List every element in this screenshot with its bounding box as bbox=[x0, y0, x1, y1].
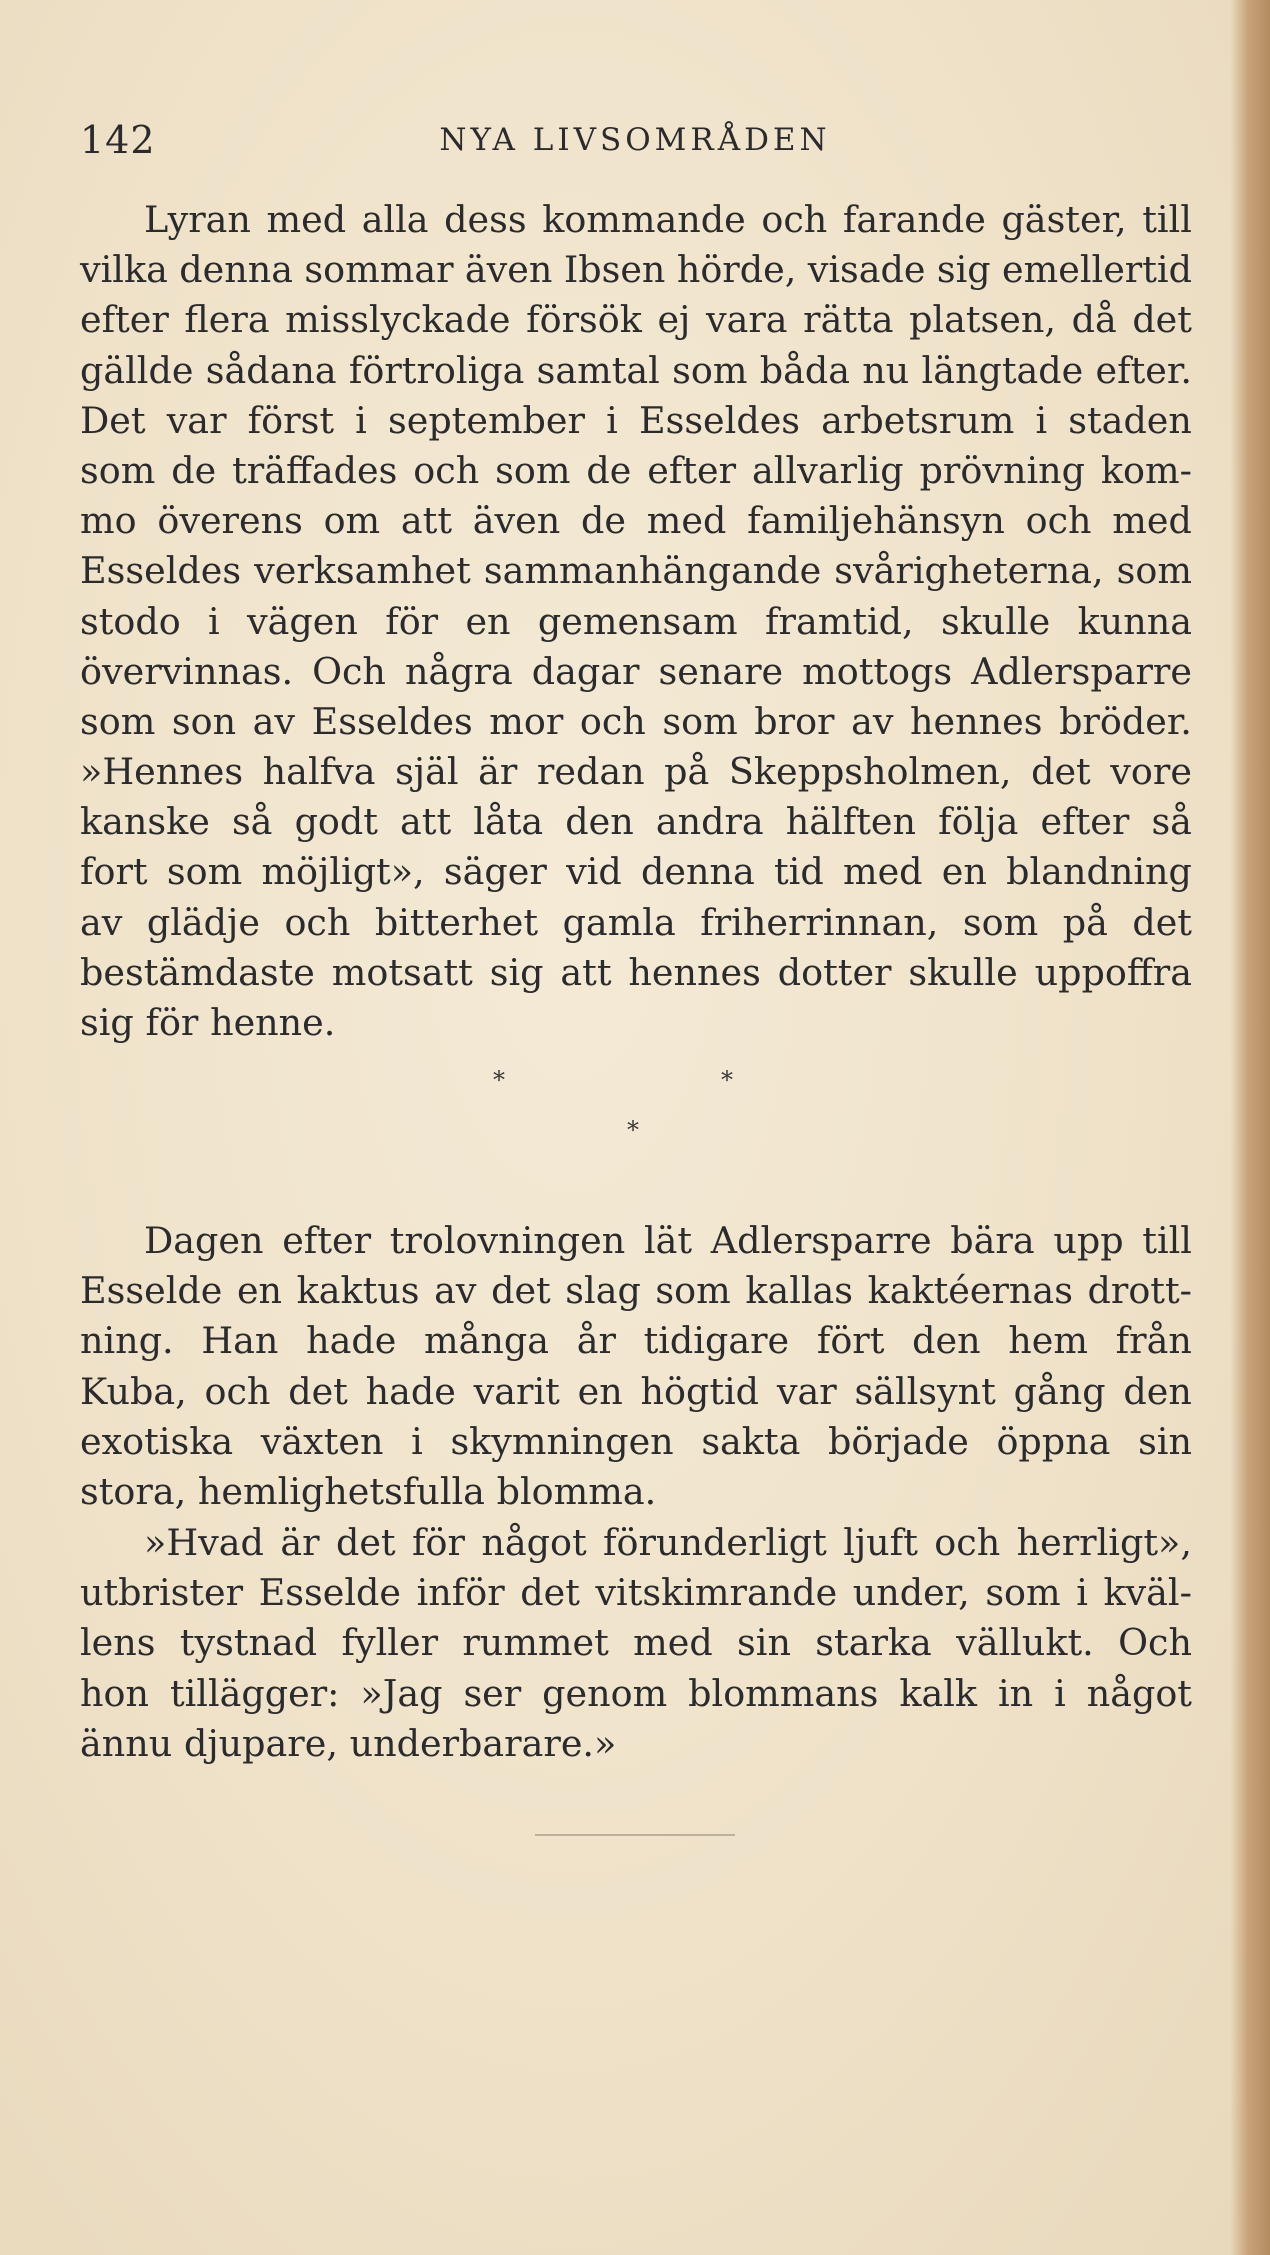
word: efter bbox=[647, 448, 737, 492]
word: skymningen bbox=[450, 1419, 674, 1463]
text-line bbox=[80, 1467, 1192, 1517]
word: lät bbox=[643, 1219, 693, 1262]
word: började bbox=[827, 1419, 969, 1463]
word: först bbox=[247, 398, 335, 442]
paragraph-1 bbox=[80, 195, 1192, 1048]
word: hennes bbox=[628, 950, 761, 994]
word: som bbox=[80, 448, 156, 492]
word: andra bbox=[655, 800, 764, 844]
word: herrligt», bbox=[1016, 1521, 1192, 1564]
text-line bbox=[80, 998, 1192, 1048]
word: ej bbox=[657, 298, 691, 342]
word: varit bbox=[473, 1369, 560, 1413]
word: för bbox=[145, 1001, 199, 1044]
word: sin bbox=[1138, 1419, 1192, 1463]
word: »Hennes bbox=[80, 750, 244, 794]
word: hennes bbox=[910, 699, 1043, 743]
word: Esselde bbox=[80, 1269, 223, 1313]
word: den bbox=[1123, 1369, 1192, 1413]
word: några bbox=[404, 649, 513, 693]
word: i bbox=[1054, 1671, 1066, 1715]
word: en bbox=[577, 1369, 623, 1413]
word: upp bbox=[1053, 1219, 1124, 1262]
word: ser bbox=[463, 1671, 522, 1715]
word: med bbox=[1112, 499, 1192, 543]
divider-asterisk: * bbox=[721, 1066, 733, 1094]
word: glädje bbox=[146, 900, 260, 944]
word: »Hvad bbox=[144, 1521, 264, 1564]
text-line bbox=[80, 847, 1192, 897]
word: sin bbox=[737, 1621, 791, 1665]
word: i bbox=[606, 398, 618, 442]
word: sig bbox=[80, 1001, 134, 1044]
word: starka bbox=[815, 1621, 932, 1665]
word: efter bbox=[80, 298, 169, 342]
word: som bbox=[166, 850, 243, 894]
word: visade bbox=[807, 248, 926, 292]
word: son bbox=[171, 699, 237, 743]
word: Esseldes bbox=[311, 699, 473, 743]
word: tid bbox=[773, 850, 824, 894]
word: vilka bbox=[80, 248, 168, 292]
word: vore bbox=[1110, 750, 1192, 794]
word: hade bbox=[306, 1319, 397, 1363]
word: tystnad bbox=[179, 1621, 318, 1665]
word: på bbox=[664, 750, 710, 794]
word: i bbox=[1076, 1571, 1088, 1615]
word: sådana bbox=[205, 348, 337, 392]
text-line bbox=[80, 898, 1192, 948]
word: mottogs bbox=[802, 649, 953, 693]
word: som bbox=[1116, 549, 1192, 593]
word: Adlersparre bbox=[971, 649, 1192, 693]
text-line bbox=[80, 295, 1192, 345]
word: växten bbox=[260, 1419, 384, 1463]
word: bära bbox=[950, 1219, 1035, 1262]
word: gång bbox=[1013, 1369, 1106, 1413]
word: hörde, bbox=[676, 248, 797, 292]
word: och bbox=[761, 198, 828, 241]
word: godt bbox=[294, 800, 378, 844]
word: i bbox=[355, 398, 367, 442]
text-line bbox=[80, 697, 1192, 747]
word: bestämdaste bbox=[80, 950, 315, 994]
word: de bbox=[581, 499, 626, 543]
text-line bbox=[80, 546, 1192, 596]
word: i bbox=[1035, 398, 1048, 442]
word: mor bbox=[489, 699, 564, 743]
word: emellertid bbox=[1002, 248, 1192, 292]
word: efter bbox=[282, 1219, 372, 1262]
text-line bbox=[80, 1669, 1192, 1719]
word: blandning bbox=[1006, 850, 1192, 894]
word: att bbox=[400, 499, 453, 543]
word: dagar bbox=[531, 649, 640, 693]
section-divider bbox=[0, 1066, 1270, 1156]
word: september bbox=[387, 398, 585, 442]
word: Adlersparre bbox=[710, 1219, 932, 1262]
word: kaktéernas bbox=[867, 1269, 1073, 1313]
word: Esseldes bbox=[80, 549, 242, 593]
text-line bbox=[80, 797, 1192, 847]
word: från bbox=[1115, 1319, 1192, 1363]
word: Esseldes bbox=[638, 398, 801, 442]
word: redan bbox=[536, 750, 645, 794]
word: fyller bbox=[341, 1621, 439, 1665]
word: gemensam bbox=[537, 599, 738, 643]
word: blommans bbox=[688, 1671, 879, 1715]
word: som bbox=[80, 699, 156, 743]
text-line bbox=[80, 446, 1192, 496]
word: dotter bbox=[777, 950, 892, 994]
word: inför bbox=[416, 1571, 505, 1615]
word: vara bbox=[705, 298, 788, 342]
text-line bbox=[80, 647, 1192, 697]
word: rätta bbox=[803, 298, 894, 342]
word: i bbox=[208, 599, 220, 643]
word: prövning bbox=[919, 448, 1086, 492]
word: och bbox=[284, 900, 351, 944]
word: det bbox=[491, 1269, 551, 1313]
word: det bbox=[1132, 900, 1192, 944]
word: kommande bbox=[542, 198, 746, 241]
word: trolovningen bbox=[389, 1219, 626, 1262]
word: av bbox=[252, 699, 296, 743]
word: möjligt», bbox=[261, 850, 425, 894]
word: kalk bbox=[899, 1671, 978, 1715]
word: hemlighetsfulla bbox=[197, 1469, 485, 1513]
word: efter. bbox=[1095, 348, 1192, 392]
word: hade bbox=[365, 1369, 456, 1413]
word: för bbox=[385, 599, 439, 643]
word: kväl- bbox=[1103, 1571, 1192, 1615]
word: alla bbox=[361, 198, 429, 241]
word: något bbox=[481, 1521, 587, 1564]
word: det bbox=[288, 1369, 348, 1413]
word: de bbox=[171, 448, 217, 492]
word: följa bbox=[938, 800, 1019, 844]
word: det bbox=[520, 1571, 580, 1615]
word: högtid bbox=[640, 1369, 760, 1413]
word: skulle bbox=[940, 599, 1051, 643]
word: ännu bbox=[80, 1721, 173, 1765]
word: det bbox=[1132, 298, 1192, 342]
word: hon bbox=[80, 1671, 149, 1715]
word: själ bbox=[395, 750, 459, 794]
word: gamla bbox=[562, 900, 676, 944]
word: och bbox=[204, 1369, 271, 1413]
word: slag bbox=[565, 1269, 641, 1313]
text-line bbox=[80, 1618, 1192, 1668]
word: även bbox=[464, 248, 553, 292]
text-line bbox=[80, 396, 1192, 446]
word: samtal bbox=[536, 348, 660, 392]
word: förunderligt bbox=[603, 1521, 827, 1564]
paragraph-2 bbox=[80, 1216, 1192, 1517]
word: under, bbox=[852, 1571, 970, 1615]
word: som bbox=[655, 1269, 731, 1313]
word: kunna bbox=[1077, 599, 1192, 643]
word: blomma. bbox=[496, 1469, 657, 1513]
word: och bbox=[413, 448, 480, 492]
word: »Jag bbox=[360, 1671, 443, 1715]
word: de bbox=[586, 448, 632, 492]
word: sig bbox=[489, 950, 544, 994]
word: med bbox=[842, 850, 923, 894]
word: om bbox=[323, 499, 381, 543]
word: Och bbox=[1118, 1621, 1192, 1665]
word: till bbox=[1142, 198, 1192, 241]
word: exotiska bbox=[80, 1419, 234, 1463]
word: och bbox=[934, 1521, 1001, 1564]
word: längtade bbox=[921, 348, 1084, 392]
word: som bbox=[672, 348, 748, 392]
text-line bbox=[80, 245, 1192, 295]
word: en bbox=[236, 1269, 283, 1313]
word: kallas bbox=[745, 1269, 854, 1313]
word: hem bbox=[1008, 1319, 1088, 1363]
word: motsatt bbox=[331, 950, 473, 994]
text-line bbox=[80, 1216, 1192, 1266]
word: tidigare bbox=[643, 1319, 790, 1363]
word: allvarlig bbox=[751, 448, 904, 492]
word: Och bbox=[312, 649, 386, 693]
word: av bbox=[80, 900, 123, 944]
word: som bbox=[962, 900, 1039, 944]
word: träffades bbox=[232, 448, 398, 492]
text-line bbox=[80, 496, 1192, 546]
word: fört bbox=[816, 1319, 885, 1363]
word: är bbox=[478, 750, 518, 794]
text-line bbox=[80, 1316, 1192, 1366]
word: lens bbox=[80, 1621, 156, 1665]
word: bitterhet bbox=[374, 900, 539, 944]
word: ning. bbox=[80, 1319, 174, 1363]
text-line bbox=[80, 1367, 1192, 1417]
word: framtid, bbox=[764, 599, 914, 643]
word: båda bbox=[759, 348, 850, 392]
text-line bbox=[80, 597, 1192, 647]
word: av bbox=[434, 1269, 477, 1313]
word: senare bbox=[658, 649, 784, 693]
word: sammanhängande bbox=[483, 549, 822, 593]
word: friherrinnan, bbox=[700, 900, 939, 944]
word: Det bbox=[80, 398, 146, 442]
word: kanske bbox=[80, 800, 210, 844]
word: Ibsen bbox=[563, 248, 666, 292]
word: det bbox=[1031, 750, 1091, 794]
word: att bbox=[560, 950, 612, 994]
word: bror bbox=[754, 699, 835, 743]
word: Han bbox=[201, 1319, 279, 1363]
word: säger bbox=[443, 850, 547, 894]
word: sällsynt bbox=[854, 1369, 996, 1413]
word: av bbox=[851, 699, 894, 743]
word: kom- bbox=[1100, 448, 1192, 492]
word: kaktus bbox=[296, 1269, 420, 1313]
word: den bbox=[565, 800, 634, 844]
word: så bbox=[1151, 800, 1192, 844]
word: svårigheterna, bbox=[834, 549, 1104, 593]
word: tillägger: bbox=[169, 1671, 340, 1715]
word: drott- bbox=[1087, 1269, 1192, 1313]
word: efter bbox=[1040, 800, 1130, 844]
word: denna bbox=[640, 850, 755, 894]
word: öppna bbox=[996, 1419, 1111, 1463]
page-number: 142 bbox=[80, 118, 156, 162]
word: att bbox=[400, 800, 452, 844]
word: var bbox=[776, 1369, 837, 1413]
word: genom bbox=[542, 1671, 668, 1715]
word: med bbox=[633, 1621, 713, 1665]
word: Kuba, bbox=[80, 1369, 187, 1413]
word: hälften bbox=[785, 800, 917, 844]
word: misslyckade bbox=[285, 298, 511, 342]
word: halfva bbox=[262, 750, 376, 794]
text-line bbox=[80, 195, 1192, 245]
word: skulle bbox=[908, 950, 1018, 994]
end-rule bbox=[535, 1834, 735, 1836]
text-line bbox=[80, 1518, 1192, 1568]
word: överens bbox=[157, 499, 303, 543]
word: bröder. bbox=[1059, 699, 1192, 743]
divider-asterisk: * bbox=[627, 1116, 639, 1144]
word: även bbox=[472, 499, 561, 543]
text-line bbox=[80, 1568, 1192, 1618]
word: det bbox=[335, 1521, 396, 1564]
text-line bbox=[80, 346, 1192, 396]
word: ljuft bbox=[843, 1521, 918, 1564]
word: förtroliga bbox=[348, 348, 525, 392]
word: övervinnas. bbox=[80, 649, 294, 693]
word: Lyran bbox=[144, 198, 251, 241]
word: många bbox=[424, 1319, 550, 1363]
word: underbarare.» bbox=[349, 1721, 617, 1765]
word: Skeppsholmen, bbox=[728, 750, 1012, 794]
word: farande bbox=[842, 198, 986, 241]
word: arbetsrum bbox=[821, 398, 1015, 442]
word: gällde bbox=[80, 348, 194, 392]
word: vid bbox=[566, 850, 622, 894]
word: stodo bbox=[80, 599, 181, 643]
word: och bbox=[1025, 499, 1092, 543]
word: sakta bbox=[701, 1419, 801, 1463]
text-line bbox=[80, 948, 1192, 998]
word: dess bbox=[444, 198, 527, 241]
word: utbrister bbox=[80, 1571, 244, 1615]
word: Dagen bbox=[144, 1219, 264, 1262]
word: staden bbox=[1068, 398, 1192, 442]
word: vitskimrande bbox=[595, 1571, 838, 1615]
divider-asterisk: * bbox=[493, 1066, 505, 1094]
word: in bbox=[997, 1671, 1034, 1715]
word: verksamhet bbox=[254, 549, 471, 593]
word: med bbox=[646, 499, 727, 543]
word: den bbox=[912, 1319, 981, 1363]
word: uppoffra bbox=[1034, 950, 1192, 994]
text-line bbox=[80, 1417, 1192, 1467]
page-header bbox=[80, 118, 1190, 168]
word: vägen bbox=[247, 599, 358, 643]
word: låta bbox=[473, 800, 544, 844]
word: flera bbox=[184, 298, 270, 342]
word: på bbox=[1062, 900, 1108, 944]
word: i bbox=[411, 1419, 423, 1463]
word: sommar bbox=[304, 248, 454, 292]
word: Esselde bbox=[258, 1571, 402, 1615]
text-line bbox=[80, 1266, 1192, 1316]
word: var bbox=[166, 398, 227, 442]
word: något bbox=[1086, 1671, 1192, 1715]
word: med bbox=[266, 198, 347, 241]
word: mo bbox=[80, 499, 137, 543]
text-line bbox=[80, 747, 1192, 797]
word: år bbox=[576, 1319, 616, 1363]
word: fort bbox=[80, 850, 148, 894]
word: en bbox=[465, 599, 511, 643]
running-title: NYA LIVSOMRÅDEN bbox=[439, 122, 831, 158]
word: djupare, bbox=[183, 1721, 338, 1765]
word: vällukt. bbox=[956, 1621, 1094, 1665]
word: försök bbox=[526, 298, 642, 342]
word: som bbox=[662, 699, 738, 743]
word: till bbox=[1142, 1219, 1192, 1262]
word: familjehänsyn bbox=[747, 499, 1005, 543]
word: för bbox=[412, 1521, 465, 1564]
word: rummet bbox=[462, 1621, 609, 1665]
word: sig bbox=[936, 248, 991, 292]
word: platsen, bbox=[909, 298, 1056, 342]
word: är bbox=[280, 1521, 320, 1564]
paragraph-3 bbox=[80, 1518, 1192, 1769]
word: denna bbox=[179, 248, 293, 292]
word: nu bbox=[862, 348, 910, 392]
word: så bbox=[231, 800, 273, 844]
word: gäster, bbox=[1001, 198, 1127, 241]
word: och bbox=[579, 699, 646, 743]
word: då bbox=[1071, 298, 1117, 342]
word: stora, bbox=[80, 1469, 187, 1513]
word: som bbox=[985, 1571, 1061, 1615]
text-line bbox=[80, 1719, 1192, 1769]
word: henne. bbox=[210, 1001, 336, 1044]
word: en bbox=[941, 850, 987, 894]
word: som bbox=[495, 448, 571, 492]
